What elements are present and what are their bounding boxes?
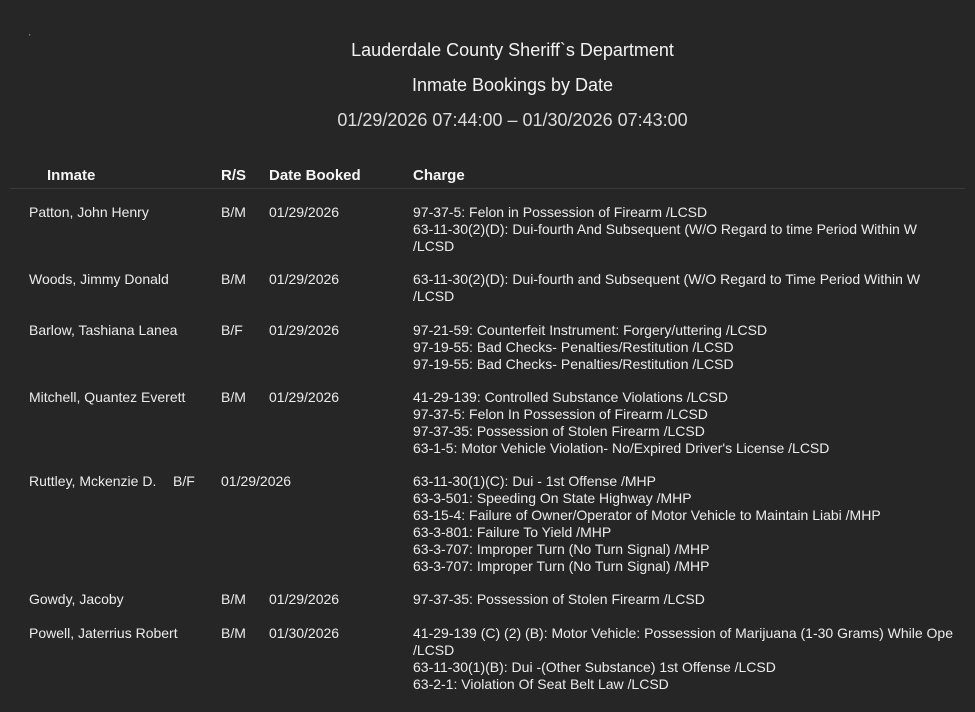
column-header-rs: R/S <box>221 167 247 184</box>
charge-item: 97-37-5: Felon In Possession of Firearm /LCSD <box>413 406 708 422</box>
date-booked: 01/29/2026 <box>221 473 292 489</box>
inmate-name: Patton, John Henry <box>29 204 149 220</box>
charge-item: 41-29-139: Controlled Substance Violations /LCSD <box>413 389 728 405</box>
race-sex: B/M <box>221 389 246 405</box>
stray-mark: ' <box>29 33 31 42</box>
charge-item: 97-19-55: Bad Checks- Penalties/Restitution /LCSD <box>413 356 734 372</box>
date-booked: 01/29/2026 <box>269 322 340 338</box>
inmate-name: Ruttley, Mckenzie D. <box>29 473 157 489</box>
date-booked: 01/29/2026 <box>269 204 340 220</box>
charge-item: 63-2-1: Violation Of Seat Belt Law /LCSD <box>413 676 669 692</box>
date-booked: 01/30/2026 <box>269 625 340 641</box>
inmate-name: Barlow, Tashiana Lanea <box>29 322 178 338</box>
report-title: Inmate Bookings by Date <box>411 75 614 95</box>
charge-list <box>413 625 953 693</box>
charge-list <box>413 473 953 575</box>
charge-item: 97-21-59: Counterfeit Instrument: Forgery/uttering /LCSD <box>413 322 768 338</box>
charge-item: 63-3-801: Failure To Yield /MHP <box>413 524 612 540</box>
charge-item: 63-11-30(2)(D): Dui-fourth And Subsequent (W/O Regard to time Period Within W /LCSD <box>413 221 917 254</box>
charge-list <box>413 322 953 373</box>
date-booked: 01/29/2026 <box>269 591 340 607</box>
charge-item: 63-3-501: Speeding On State Highway /MHP <box>413 490 692 506</box>
charge-list <box>413 591 953 608</box>
date-booked: 01/29/2026 <box>269 271 340 287</box>
race-sex: B/F <box>221 322 243 338</box>
charge-item: 63-11-30(1)(C): Dui - 1st Offense /MHP <box>413 473 657 489</box>
charge-item: 63-15-4: Failure of Owner/Operator of Motor Vehicle to Maintain Liabi /MHP <box>413 507 881 523</box>
column-header-date-booked: Date Booked <box>269 167 361 184</box>
date-booked: 01/29/2026 <box>269 389 340 405</box>
charge-item: 63-3-707: Improper Turn (No Turn Signal) /MHP <box>413 558 710 574</box>
inmate-name: Mitchell, Quantez Everett <box>29 389 186 405</box>
charge-item: 97-37-35: Possession of Stolen Firearm /LCSD <box>413 423 705 439</box>
race-sex: B/M <box>221 591 246 607</box>
race-sex: B/M <box>221 625 246 641</box>
charge-list <box>413 389 953 457</box>
charge-list <box>413 271 953 305</box>
charge-list <box>413 204 953 255</box>
column-header-inmate: Inmate <box>47 167 96 184</box>
inmate-name: Powell, Jaterrius Robert <box>29 625 178 641</box>
date-range: 01/29/2026 07:44:00 – 01/30/2026 07:43:00 <box>337 110 688 130</box>
column-header-charge: Charge <box>413 167 465 184</box>
charge-item: 41-29-139 (C) (2) (B): Motor Vehicle: Possession of Marijuana (1-30 Grams) While Ope /LCSD <box>413 625 953 658</box>
charge-item: 63-11-30(1)(B): Dui -(Other Substance) 1st Offense /LCSD <box>413 659 776 675</box>
inmate-name: Woods, Jimmy Donald <box>29 271 169 287</box>
agency-title: Lauderdale County Sheriff`s Department <box>351 40 674 60</box>
charge-item: 63-3-707: Improper Turn (No Turn Signal) /MHP <box>413 541 710 557</box>
race-sex: B/M <box>221 204 246 220</box>
charge-item: 97-37-35: Possession of Stolen Firearm /LCSD <box>413 591 705 607</box>
charge-item: 97-19-55: Bad Checks- Penalties/Restitution /LCSD <box>413 339 734 355</box>
race-sex: B/F <box>173 473 195 489</box>
charge-item: 63-11-30(2)(D): Dui-fourth and Subsequent (W/O Regard to Time Period Within W /LCSD <box>413 271 921 304</box>
charge-item: 63-1-5: Motor Vehicle Violation- No/Expired Driver's License /LCSD <box>413 440 830 456</box>
inmate-name: Gowdy, Jacoby <box>29 591 124 607</box>
header-divider <box>10 188 965 189</box>
charge-item: 97-37-5: Felon in Possession of Firearm /LCSD <box>413 204 708 220</box>
race-sex: B/M <box>221 271 246 287</box>
